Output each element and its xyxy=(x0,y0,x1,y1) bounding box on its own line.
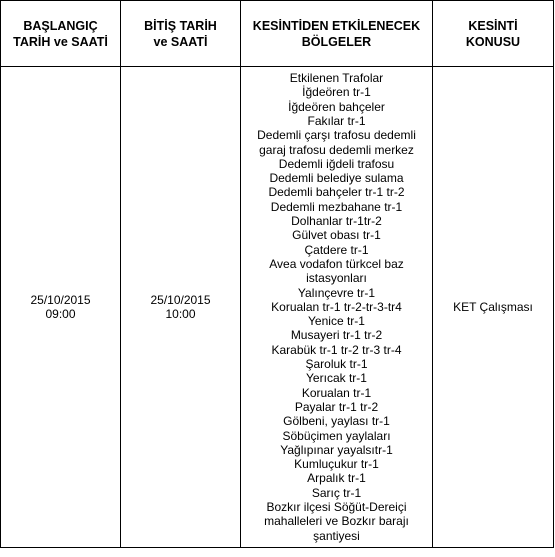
region-line: garaj trafosu dedemli merkez xyxy=(259,142,414,157)
outage-subject-cell: KET Çalışması xyxy=(433,67,554,548)
region-line: Etkilenen Trafolar xyxy=(289,71,384,86)
region-line: Avea vodafon türkcel baz xyxy=(269,256,404,271)
region-line: İğdeören bahçeler xyxy=(288,99,385,114)
region-line: Sarıç tr-1 xyxy=(311,485,362,500)
region-line: şantiyesi xyxy=(313,528,360,543)
header-row xyxy=(1,1,554,67)
region-line: Kumluçukur tr-1 xyxy=(294,457,379,472)
region-line: Dedemli iğdeli trafosu xyxy=(278,156,395,171)
region-line: mahalleleri ve Bozkır barajı xyxy=(264,514,409,529)
region-line: Arpalık tr-1 xyxy=(307,471,366,486)
region-line: Şaroluk tr-1 xyxy=(305,357,368,372)
header-outage-subject: KESİNTİ KONUSU xyxy=(433,1,554,67)
region-line: Yenice tr-1 xyxy=(308,314,365,329)
affected-regions-cell xyxy=(241,67,433,548)
region-line: Karabük tr-1 tr-2 tr-3 tr-4 xyxy=(271,342,402,357)
end-date: 25/10/2015 xyxy=(150,292,211,307)
end-datetime-cell xyxy=(121,67,241,548)
end-time: 10:00 xyxy=(165,307,196,321)
table-row xyxy=(1,67,554,548)
region-line: Dedemli çarşı trafosu dedemli xyxy=(257,128,416,143)
start-date: 25/10/2015 xyxy=(30,292,91,307)
region-line: Yerıcak tr-1 xyxy=(306,371,367,386)
region-line: Gülvet obası tr-1 xyxy=(292,228,381,243)
region-line: Yağlıpınar yayalsıtr-1 xyxy=(280,442,393,457)
start-datetime-cell xyxy=(1,67,121,548)
header-end-datetime: BİTİŞ TARİH ve SAATİ xyxy=(121,1,241,67)
region-line: Dedemli mezbahane tr-1 xyxy=(270,199,403,214)
region-line: Musayeri tr-1 tr-2 xyxy=(290,328,383,343)
region-line: Payalar tr-1 tr-2 xyxy=(294,399,379,414)
region-line: Bozkır ilçesi Söğüt-Dereiçi xyxy=(266,500,407,514)
region-line: Dedemli bahçeler tr-1 tr-2 xyxy=(268,185,405,200)
header-affected-regions: KESİNTİDEN ETKİLENECEK BÖLGELER xyxy=(241,1,433,67)
region-line: Söbüçimen yaylaları xyxy=(282,428,391,443)
region-line: İğdeören tr-1 xyxy=(302,85,371,100)
start-time: 09:00 xyxy=(45,307,76,321)
region-line: Korualan tr-1 tr-2-tr-3-tr4 xyxy=(271,299,402,314)
region-line: istasyonları xyxy=(306,271,367,286)
region-line: Çatdere tr-1 xyxy=(304,242,369,257)
region-line: Fakılar tr-1 xyxy=(307,113,366,128)
header-start-datetime: BAŞLANGIÇ TARİH ve SAATİ xyxy=(1,1,121,67)
region-line: Dolhanlar tr-1tr-2 xyxy=(291,214,382,229)
region-line: Korualan tr-1 xyxy=(301,385,372,400)
region-line: Gölbeni, yaylası tr-1 xyxy=(283,414,390,429)
region-line: Dedemli belediye sulama xyxy=(269,171,404,186)
region-line: Yalınçevre tr-1 xyxy=(297,285,376,300)
